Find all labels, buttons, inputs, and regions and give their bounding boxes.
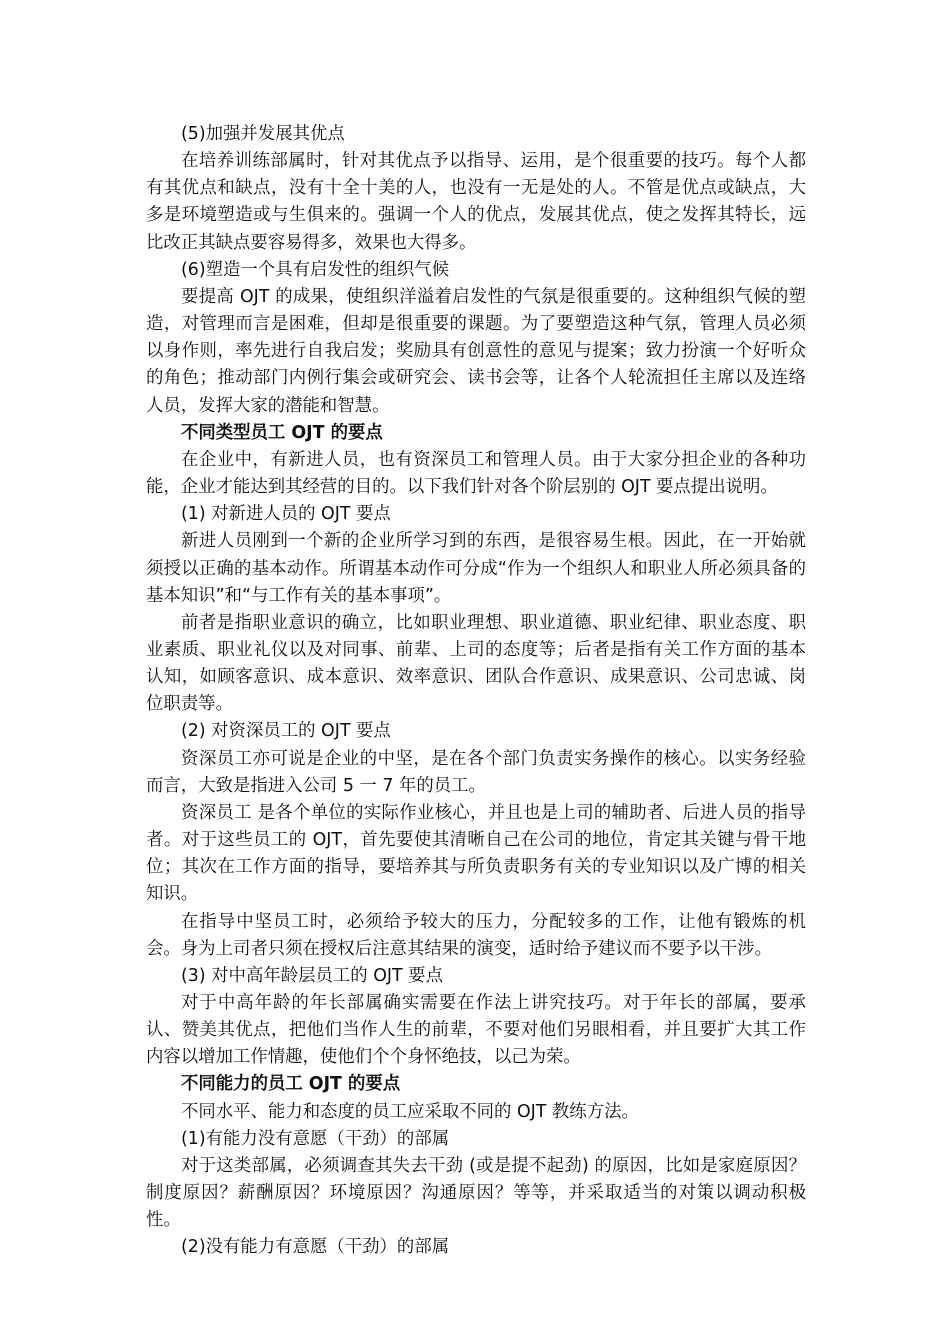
paragraph: 在培养训练部属时，针对其优点予以指导、运用，是个很重要的技巧。每个人都有其优点和缺点，没有十全十美的人，也没有一无是处的人。不管是优点或缺点，大多是环境塑造或与生俱来的。强调一个人的优点，发展其优点，使之发挥其特长，远比改正其缺点要容易得多，效果也大得多。 xyxy=(146,151,806,253)
paragraph: 在指导中坚员工时，必须给予较大的压力，分配较多的工作，让他有锻炼的机会。身为上司者只须在授权后注意其结果的演变，适时给予建议而不要予以干涉。 xyxy=(146,911,806,959)
subheading: (2)没有能力有意愿（干劲）的部属 xyxy=(181,1237,450,1258)
paragraph: 对于中高年龄的年长部属确实需要在作法上讲究技巧。对于年长的部属，要承认、赞美其优点，把他们当作人生的前辈，不要对他们另眼相看，并且要扩大其工作内容以增加工作情趣，使他们个个身怀绝技，以己为荣。 xyxy=(146,993,806,1068)
paragraph-heading-6: (6)塑造一个具有启发性的组织气候 xyxy=(181,259,450,280)
subheading: (3) 对中高年龄层员工的 OJT 要点 xyxy=(181,965,443,986)
section-heading: 不同类型员工 OJT 的要点 xyxy=(181,422,383,443)
paragraph: 要提高 OJT 的成果，使组织洋溢着启发性的气氛是很重要的。这种组织气候的塑造，对管理而言是困难，但却是很重要的课题。为了要塑造这种气氛，管理人员必须以身作则，率先进行自我启发；奖励具有创意性的意见与提案；致力扮演一个好听众的角色；推动部门内例行集会或研究会、读书会等，让各个人轮流担任主席以及连络人员，发挥大家的潜能和智慧。 xyxy=(146,286,806,416)
section-heading: 不同能力的员工 OJT 的要点 xyxy=(181,1074,401,1095)
paragraph: 对于这类部属，必须调查其失去干劲 (或是提不起劲) 的原因，比如是家庭原因？制度原因？薪酬原因？环境原因？沟通原因？等等，并采取适当的对策以调动积极性。 xyxy=(146,1155,806,1231)
subheading: (1) 对新进人员的 OJT 要点 xyxy=(181,504,391,525)
paragraph: 前者是指职业意识的确立，比如职业理想、职业道德、职业纪律、职业态度、职业素质、职业礼仪以及对同事、前辈、上司的态度等；后者是指有关工作方面的基本认知，如顾客意识、成本意识、效率意识、团队合作意识、成果意识、公司忠诚、岗位职责等。 xyxy=(146,612,806,715)
paragraph: 不同水平、能力和态度的员工应采取不同的 OJT 教练方法。 xyxy=(181,1101,639,1122)
subheading: (1)有能力没有意愿（干劲）的部属 xyxy=(181,1128,450,1149)
paragraph: 新进人员刚到一个新的企业所学习到的东西，是很容易生根。因此，在一开始就须授以正确的基本动作。所谓基本动作可分成“作为一个组织人和职业人所必须具备的基本知识”和“与工作有关的基本事项”。 xyxy=(146,531,806,606)
paragraph: 在企业中，有新进人员，也有资深员工和管理人员。由于大家分担企业的各种功能，企业才能达到其经营的目的。以下我们针对各个阶层别的 OJT 要点提出说明。 xyxy=(146,449,806,498)
document-body xyxy=(146,121,806,1262)
paragraph: 资深员工亦可说是企业的中坚，是在各个部门负责实务操作的核心。以实务经验而言，大致是指进入公司 5 一 7 年的员工。 xyxy=(146,748,806,796)
paragraph-heading-5: (5)加强并发展其优点 xyxy=(181,124,345,144)
subheading: (2) 对资深员工的 OJT 要点 xyxy=(181,721,391,742)
paragraph: 资深员工 是各个单位的实际作业核心，并且也是上司的辅助者、后进人员的指导者。对于这些员工的 OJT，首先要使其清晰自己在公司的地位，肯定其关键与骨干地位；其次在工作方面的指导，要培养其与所负责职务有关的专业知识以及广博的相关知识。 xyxy=(146,802,806,905)
